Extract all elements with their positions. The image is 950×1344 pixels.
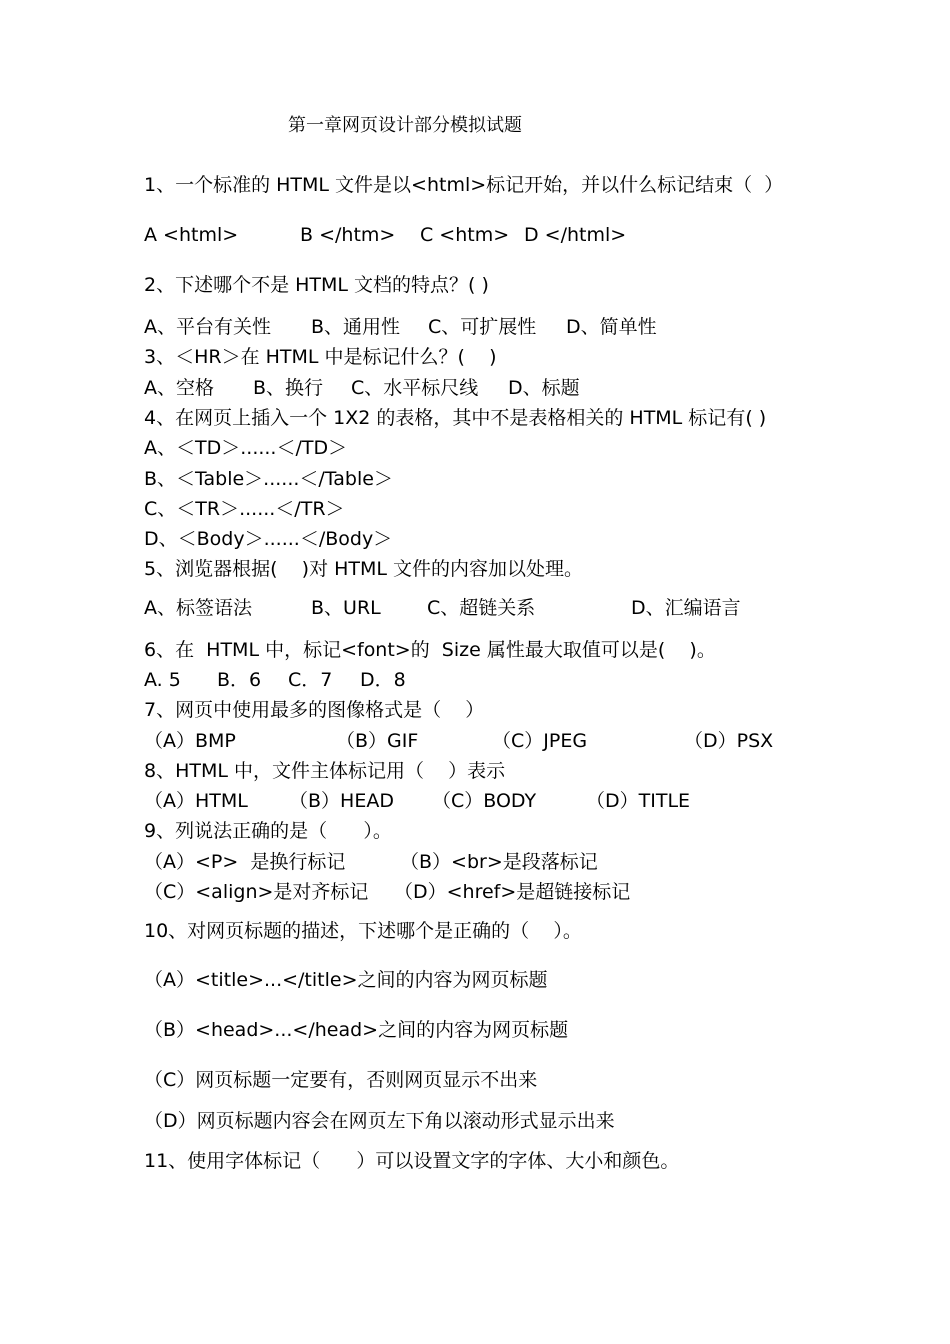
q10-option-a: （A）<title>...</title>之间的内容为网页标题: [144, 969, 548, 991]
page-title: 第一章网页设计部分模拟试题: [288, 115, 522, 136]
q1-option-a: A <html>: [144, 224, 239, 246]
q7-option-c: （C）JPEG: [492, 730, 588, 752]
q9-option-d: （D）<href>是超链接标记: [394, 881, 631, 903]
q5-option-d: D、汇编语言: [631, 597, 741, 619]
q3-option-a: A、空格: [144, 377, 214, 399]
q8-option-b: （B）HEAD: [289, 790, 394, 812]
q10-option-b: （B）<head>...</head>之间的内容为网页标题: [144, 1019, 569, 1041]
q9-option-c: （C）<align>是对齐标记: [144, 881, 369, 903]
question-9: 9、列说法正确的是（ ）。: [144, 820, 392, 842]
q3-option-b: B、换行: [253, 377, 324, 399]
q1-option-d: D </html>: [524, 224, 627, 246]
q10-option-c: （C）网页标题一定要有，否则网页显示不出来: [144, 1069, 538, 1091]
q2-option-a: A、平台有关性: [144, 316, 271, 338]
q6-option-d: D．8: [360, 669, 406, 691]
question-5: 5、浏览器根据( )对 HTML 文件的内容加以处理。: [144, 558, 584, 580]
q7-option-b: （B）GIF: [336, 730, 419, 752]
q3-option-c: C、水平标尺线: [351, 377, 479, 399]
question-8: 8、HTML 中，文件主体标记用（ ）表示: [144, 760, 506, 782]
q6-option-a: A. 5: [144, 669, 181, 691]
q1-option-c: C <htm>: [420, 224, 510, 246]
q5-option-a: A、标签语法: [144, 597, 252, 619]
question-7: 7、网页中使用最多的图像格式是（ ）: [144, 699, 485, 721]
q3-option-d: D、标题: [508, 377, 580, 399]
q6-option-b: B．6: [217, 669, 262, 691]
question-2: 2、下述哪个不是 HTML 文档的特点？( ): [144, 274, 489, 296]
q2-option-d: D、简单性: [566, 316, 657, 338]
q2-option-b: B、通用性: [311, 316, 401, 338]
q9-option-a: （A）<P> 是换行标记: [144, 851, 346, 873]
q5-option-b: B、URL: [311, 597, 381, 619]
q4-option-b: B、＜Table＞......＜/Table＞: [144, 468, 393, 490]
q8-option-d: （D）TITLE: [586, 790, 691, 812]
q9-option-b: （B）<br>是段落标记: [400, 851, 598, 873]
q4-option-d: D、＜Body＞......＜/Body＞: [144, 528, 393, 550]
q10-option-d: （D）网页标题内容会在网页左下角以滚动形式显示出来: [144, 1110, 615, 1132]
question-1: 1、一个标准的 HTML 文件是以<html>标记开始，并以什么标记结束（ ）: [144, 174, 784, 196]
question-10: 10、对网页标题的描述，下述哪个是正确的（ ）。: [144, 920, 582, 942]
question-4: 4、在网页上插入一个 1X2 的表格，其中不是表格相关的 HTML 标记有( ): [144, 407, 767, 429]
q5-option-c: C、超链关系: [427, 597, 536, 619]
question-11: 11、使用字体标记（ ）可以设置文字的字体、大小和颜色。: [144, 1150, 680, 1172]
question-3: 3、＜HR＞在 HTML 中是标记什么？( ): [144, 346, 497, 368]
q1-option-b: B </htm>: [300, 224, 396, 246]
q7-option-d: （D）PSX: [684, 730, 774, 752]
q8-option-c: （C）BODY: [432, 790, 537, 812]
q4-option-a: A、＜TD＞......＜/TD＞: [144, 437, 348, 459]
question-6: 6、在 HTML 中，标记<font>的 Size 属性最大取值可以是( )。: [144, 639, 716, 661]
q8-option-a: （A）HTML: [144, 790, 248, 812]
q4-option-c: C、＜TR＞......＜/TR＞: [144, 498, 345, 520]
q6-option-c: C．7: [288, 669, 333, 691]
q7-option-a: （A）BMP: [144, 730, 236, 752]
q2-option-c: C、可扩展性: [428, 316, 537, 338]
